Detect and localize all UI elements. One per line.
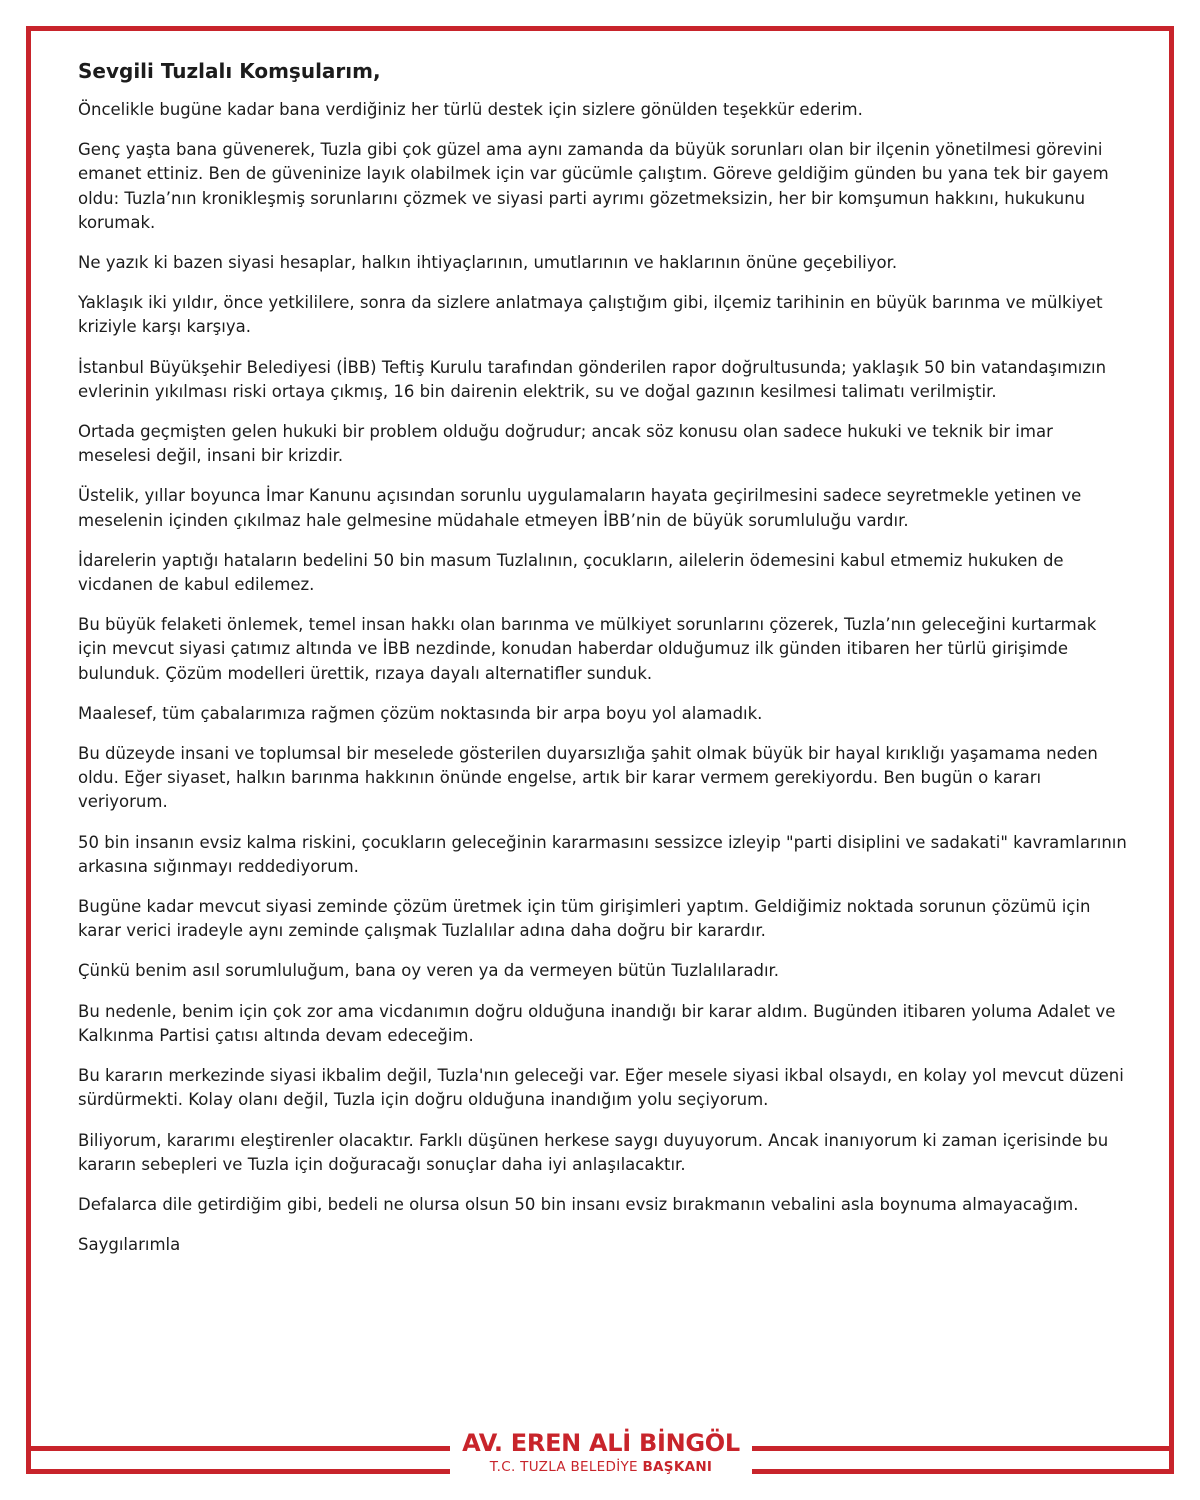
- paragraph-3: Ne yazık ki bazen siyasi hesaplar, halkın ihtiyaçlarının, umutlarının ve haklarının önüne geçebiliyor.: [78, 253, 898, 273]
- letter-greeting: Sevgili Tuzlalı Komşularım,: [78, 59, 381, 83]
- signature-title-bold: BAŞKANI: [642, 1459, 713, 1475]
- paragraph-17: Biliyorum, kararımı eleştirenler olacaktır. Farklı düşünen herkese saygı duyuyorum. Ancak inanıyorum ki zaman içerisinde bu kararın sebepleri ve Tuzla için doğuracağı sonuçlar daha iyi anlaşılacaktır.: [78, 1130, 1109, 1174]
- paragraph-9: Bu büyük felaketi önlemek, temel insan hakkı olan barınma ve mülkiyet sorunlarını çözerek, Tuzla’nın geleceğini kurtarmak için mevcut siyasi çatımız altında ve İBB nezdinde, konudan haberdar olduğumuz ilk günden itibaren her türlü girişimde bulunduk. Çözüm modelleri ürettik, rızaya dayalı alternatifler sunduk.: [78, 615, 1097, 683]
- signature-rule-left: [26, 1446, 450, 1451]
- paragraph-12: 50 bin insanın evsiz kalma riskini, çocukların geleceğinin kararmasını sessizce izleyip "parti disiplini ve sadakati" kavramlarının arkasına sığınmayı reddediyorum.: [78, 832, 1127, 876]
- paragraph-15: Bu nedenle, benim için çok zor ama vicdanımın doğru olduğuna inandığı bir karar aldım. Bugünden itibaren yoluma Adalet ve Kalkınma Partisi çatısı altında devam edeceğim.: [78, 1001, 1116, 1045]
- signature-title: [450, 1458, 752, 1476]
- paragraph-2: Genç yaşta bana güvenerek, Tuzla gibi çok güzel ama aynı zamanda da büyük sorunları olan bir ilçenin yönetilmesi görevini emanet ettiniz. Ben de güveninize layık olabilmek için var gücümle çalıştım. Göreve geldiğim günden bu yana tek bir gayem oldu: Tuzla’nın kronikleşmiş sorunlarını çözmek ve siyasi parti ayrımı gözetmeksizin, her bir komşumun hakkını, hukukunu korumak.: [78, 140, 1109, 232]
- paragraph-7: Üstelik, yıllar boyunca İmar Kanunu açısından sorunlu uygulamaların hayata geçirilmesini sadece seyretmekle yetinen ve meselenin içinden çıkılmaz hale gelmesine müdahale etmeyen İBB’nin de büyük sorumluluğu vardır.: [78, 486, 1082, 530]
- paragraph-10: Maalesef, tüm çabalarımıza rağmen çözüm noktasında bir arpa boyu yol alamadık.: [78, 703, 763, 723]
- paragraph-5: İstanbul Büyükşehir Belediyesi (İBB) Teftiş Kurulu tarafından gönderilen rapor doğrultusunda; yaklaşık 50 bin vatandaşımızın evlerinin yıkılması riski ortaya çıkmış, 16 bin dairenin elektrik, su ve doğal gazının kesilmesi talimatı verilmiştir.: [78, 357, 1107, 401]
- paragraph-13: Bugüne kadar mevcut siyasi zeminde çözüm üretmek için tüm girişimleri yaptım. Geldiğimiz noktada sorunun çözümü için karar verici iradeyle aynı zeminde çalışmak Tuzlalılar adına daha doğru bir karardır.: [78, 897, 1091, 941]
- paragraph-18: Defalarca dile getirdiğim gibi, bedeli ne olursa olsun 50 bin insanı evsiz bırakmanın vebalini asla boynuma almayacağım.: [78, 1194, 1079, 1214]
- paragraph-4: Yaklaşık iki yıldır, önce yetkililere, sonra da sizlere anlatmaya çalıştığım gibi, ilçemiz tarihinin en büyük barınma ve mülkiyet kriziyle karşı karşıya.: [78, 293, 1103, 337]
- paragraph-8: İdarelerin yaptığı hataların bedelini 50 bin masum Tuzlalının, çocukların, ailelerin ödemesini kabul etmemiz hukuken de vicdanen de kabul edilemez.: [78, 550, 1064, 595]
- letter-body: [78, 58, 1128, 1273]
- signature-rule-right: [752, 1446, 1174, 1451]
- letter-closing: Saygılarımla: [78, 1235, 181, 1255]
- paragraph-14: Çünkü benim asıl sorumluluğum, bana oy veren ya da vermeyen bütün Tuzlalılaradır.: [78, 961, 780, 981]
- signature-title-prefix: T.C. TUZLA BELEDİYE: [489, 1459, 638, 1475]
- paragraph-6: Ortada geçmişten gelen hukuki bir problem olduğu doğrudur; ancak söz konusu olan sadece hukuki ve teknik bir imar meselesi değil, insani bir krizdir.: [78, 422, 1053, 466]
- signature-name: AV. EREN ALİ BİNGÖL: [462, 1429, 740, 1457]
- paragraph-1: Öncelikle bugüne kadar bana verdiğiniz her türlü destek için sizlere gönülden teşekkür ederim.: [78, 100, 863, 119]
- paragraph-11: Bu düzeyde insani ve toplumsal bir meselede gösterilen duyarsızlığa şahit olmak büyük bir hayal kırıklığı yaşamama neden oldu. Eğer siyaset, halkın barınma hakkının önünde engelse, artık bir karar vermem gerekiyordu. Ben bugün o kararı veriyorum.: [78, 744, 1098, 812]
- paragraph-16: Bu kararın merkezinde siyasi ikbalim değil, Tuzla'nın geleceği var. Eğer mesele siyasi ikbal olsaydı, en kolay yol mevcut düzeni sürdürmekti. Kolay olanı değil, Tuzla için doğru olduğuna inandığım yolu seçiyorum.: [78, 1066, 1124, 1110]
- signature: [450, 1428, 752, 1476]
